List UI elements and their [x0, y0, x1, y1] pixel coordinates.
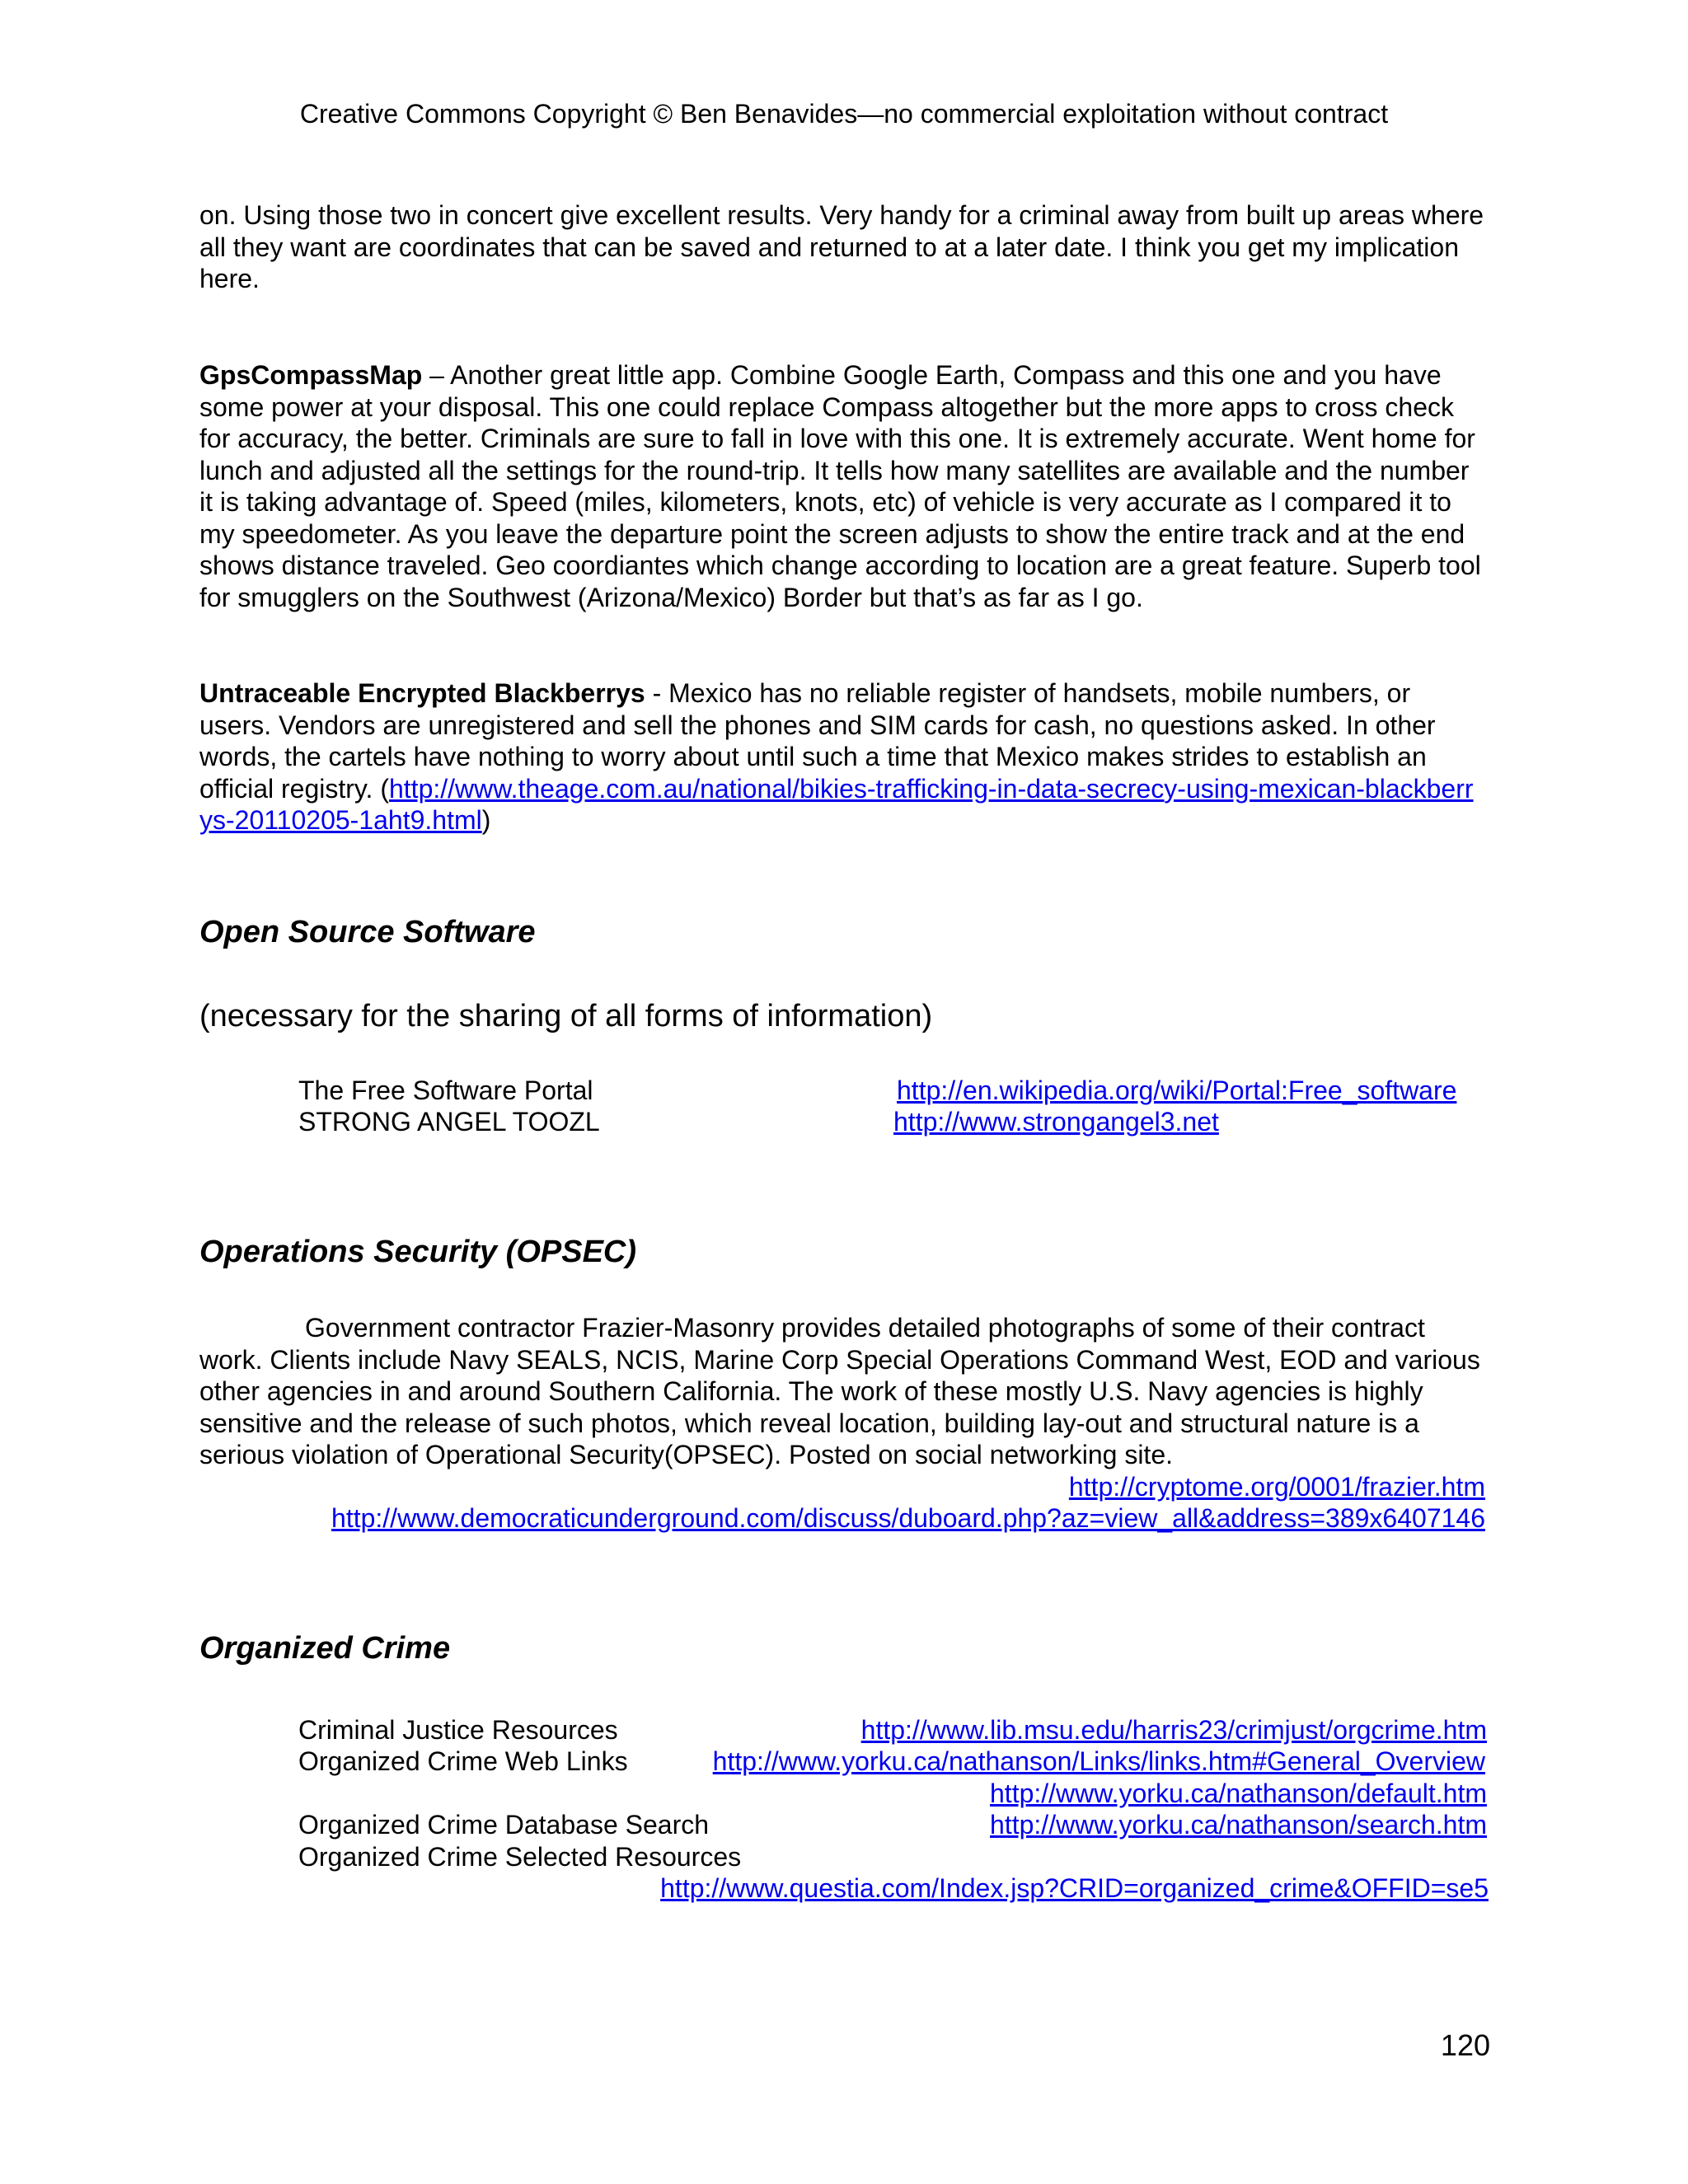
opsec-link-2-row[interactable] — [331, 1502, 1485, 1535]
crime-row-4-link-wrap[interactable] — [990, 1809, 1487, 1841]
blackberry-link[interactable]: http://www.theage.com.au/national/bikies-trafficking-in-data-secrecy-using-mexican-blackberrys-20110205-1aht9.html — [199, 773, 1474, 835]
crime-row-1-label: Criminal Justice Resources — [298, 1715, 618, 1745]
cryptome-link[interactable]: http://cryptome.org/0001/frazier.htm — [1068, 1472, 1485, 1502]
crime-heading: Organized Crime — [199, 1631, 451, 1666]
oss-row-2-label: STRONG ANGEL TOOZL — [298, 1107, 600, 1137]
gps-paragraph — [199, 359, 1485, 613]
crime-row-2-link-wrap[interactable] — [713, 1746, 1485, 1778]
questia-link[interactable]: http://www.questia.com/Index.jsp?CRID=organized_crime&OFFID=se5 — [660, 1873, 1489, 1903]
strong-angel-link[interactable]: http://www.strongangel3.net — [893, 1107, 1219, 1137]
intro-text: on. Using those two in concert give excellent results. Very handy for a criminal away from built up areas where all they want are coordinates that can be saved and returned to at a later date. I think you get my implication here. — [199, 200, 1484, 293]
oss-heading: Open Source Software — [199, 915, 536, 949]
crime-row-5-label: Organized Crime Selected Resources — [298, 1842, 742, 1872]
crime-row-3-link-wrap[interactable] — [990, 1778, 1487, 1810]
page-number: 120 — [1440, 2028, 1490, 2062]
blackberry-term: Untraceable Encrypted Blackberrys — [199, 678, 645, 708]
blackberry-close-paren: ) — [481, 805, 491, 835]
opsec-link-1-row[interactable] — [1069, 1471, 1485, 1503]
opsec-text: Government contractor Frazier-Masonry provides detailed photographs of some of their contract work. Clients include Navy SEALS, NCIS, Marine Corp Special Operations Command West, EOD and various other agencies in and around Southern California. The work of these mostly U.S. Navy agencies is highly sensitive and the release of such photos, which reveal location, building lay-out and structural nature is a serious violation of Operational Security(OPSEC). Posted on social networking site. — [199, 1313, 1480, 1469]
crime-row-1-link-wrap[interactable] — [861, 1714, 1487, 1746]
oss-subheading: (necessary for the sharing of all forms of information) — [199, 999, 933, 1033]
free-software-portal-link[interactable]: http://en.wikipedia.org/wiki/Portal:Free_software — [897, 1076, 1457, 1105]
blackberry-paragraph — [199, 677, 1485, 837]
blackberry-text: - Mexico has no reliable register of handsets, mobile numbers, or users. Vendors are unregistered and sell the phones and SIM cards for cash, no questions asked. In other words, the cartels have nothing to worry about until such a time that Mexico makes strides to establish an official registry. ( — [199, 678, 1436, 804]
gps-text: – Another great little app. Combine Google Earth, Compass and this one and you have some power at your disposal. This one could replace Compass altogether but the more apps to cross check for accuracy, the better. Criminals are sure to fall in love with this one. It is extremely accurate. Went home for lunch and adjusted all the settings for the round-trip. It tells how many satellites are available and the number it is taking advantage of. Speed (miles, kilometers, knots, etc) of vehicle is very accurate as I compared it to my speedometer. As you leave the departure point the screen adjusts to show the entire track and at the end shows distance traveled. Geo coordiantes which change according to location are a great feature. Superb tool for smugglers on the Southwest (Arizona/Mexico) Border but that’s as far as I go. — [199, 360, 1481, 612]
opsec-heading: Operations Security (OPSEC) — [199, 1235, 637, 1269]
gps-term: GpsCompassMap — [199, 360, 423, 390]
oss-row-1-label: The Free Software Portal — [298, 1076, 593, 1105]
msu-crimjust-link[interactable]: http://www.lib.msu.edu/harris23/crimjust/orgcrime.htm — [860, 1715, 1487, 1745]
crime-row-2-label: Organized Crime Web Links — [298, 1746, 628, 1776]
page-header: Creative Commons Copyright © Ben Benavides—no commercial exploitation without contract — [299, 99, 1389, 129]
yorku-links-link[interactable]: http://www.yorku.ca/nathanson/Links/links.htm#General_Overview — [712, 1746, 1485, 1776]
intro-paragraph — [199, 199, 1485, 295]
crime-row-4-label: Organized Crime Database Search — [298, 1810, 710, 1840]
yorku-search-link[interactable]: http://www.yorku.ca/nathanson/search.htm — [990, 1810, 1487, 1840]
oss-row-2-link[interactable] — [893, 1106, 1219, 1138]
oss-row-1-link[interactable] — [897, 1075, 1456, 1107]
yorku-default-link[interactable]: http://www.yorku.ca/nathanson/default.htm — [990, 1779, 1487, 1808]
crime-row-6-link-wrap[interactable] — [660, 1872, 1489, 1905]
opsec-paragraph — [199, 1312, 1485, 1471]
democratic-underground-link[interactable]: http://www.democraticunderground.com/discuss/duboard.php?az=view_all&address=389x6407146 — [331, 1503, 1485, 1533]
